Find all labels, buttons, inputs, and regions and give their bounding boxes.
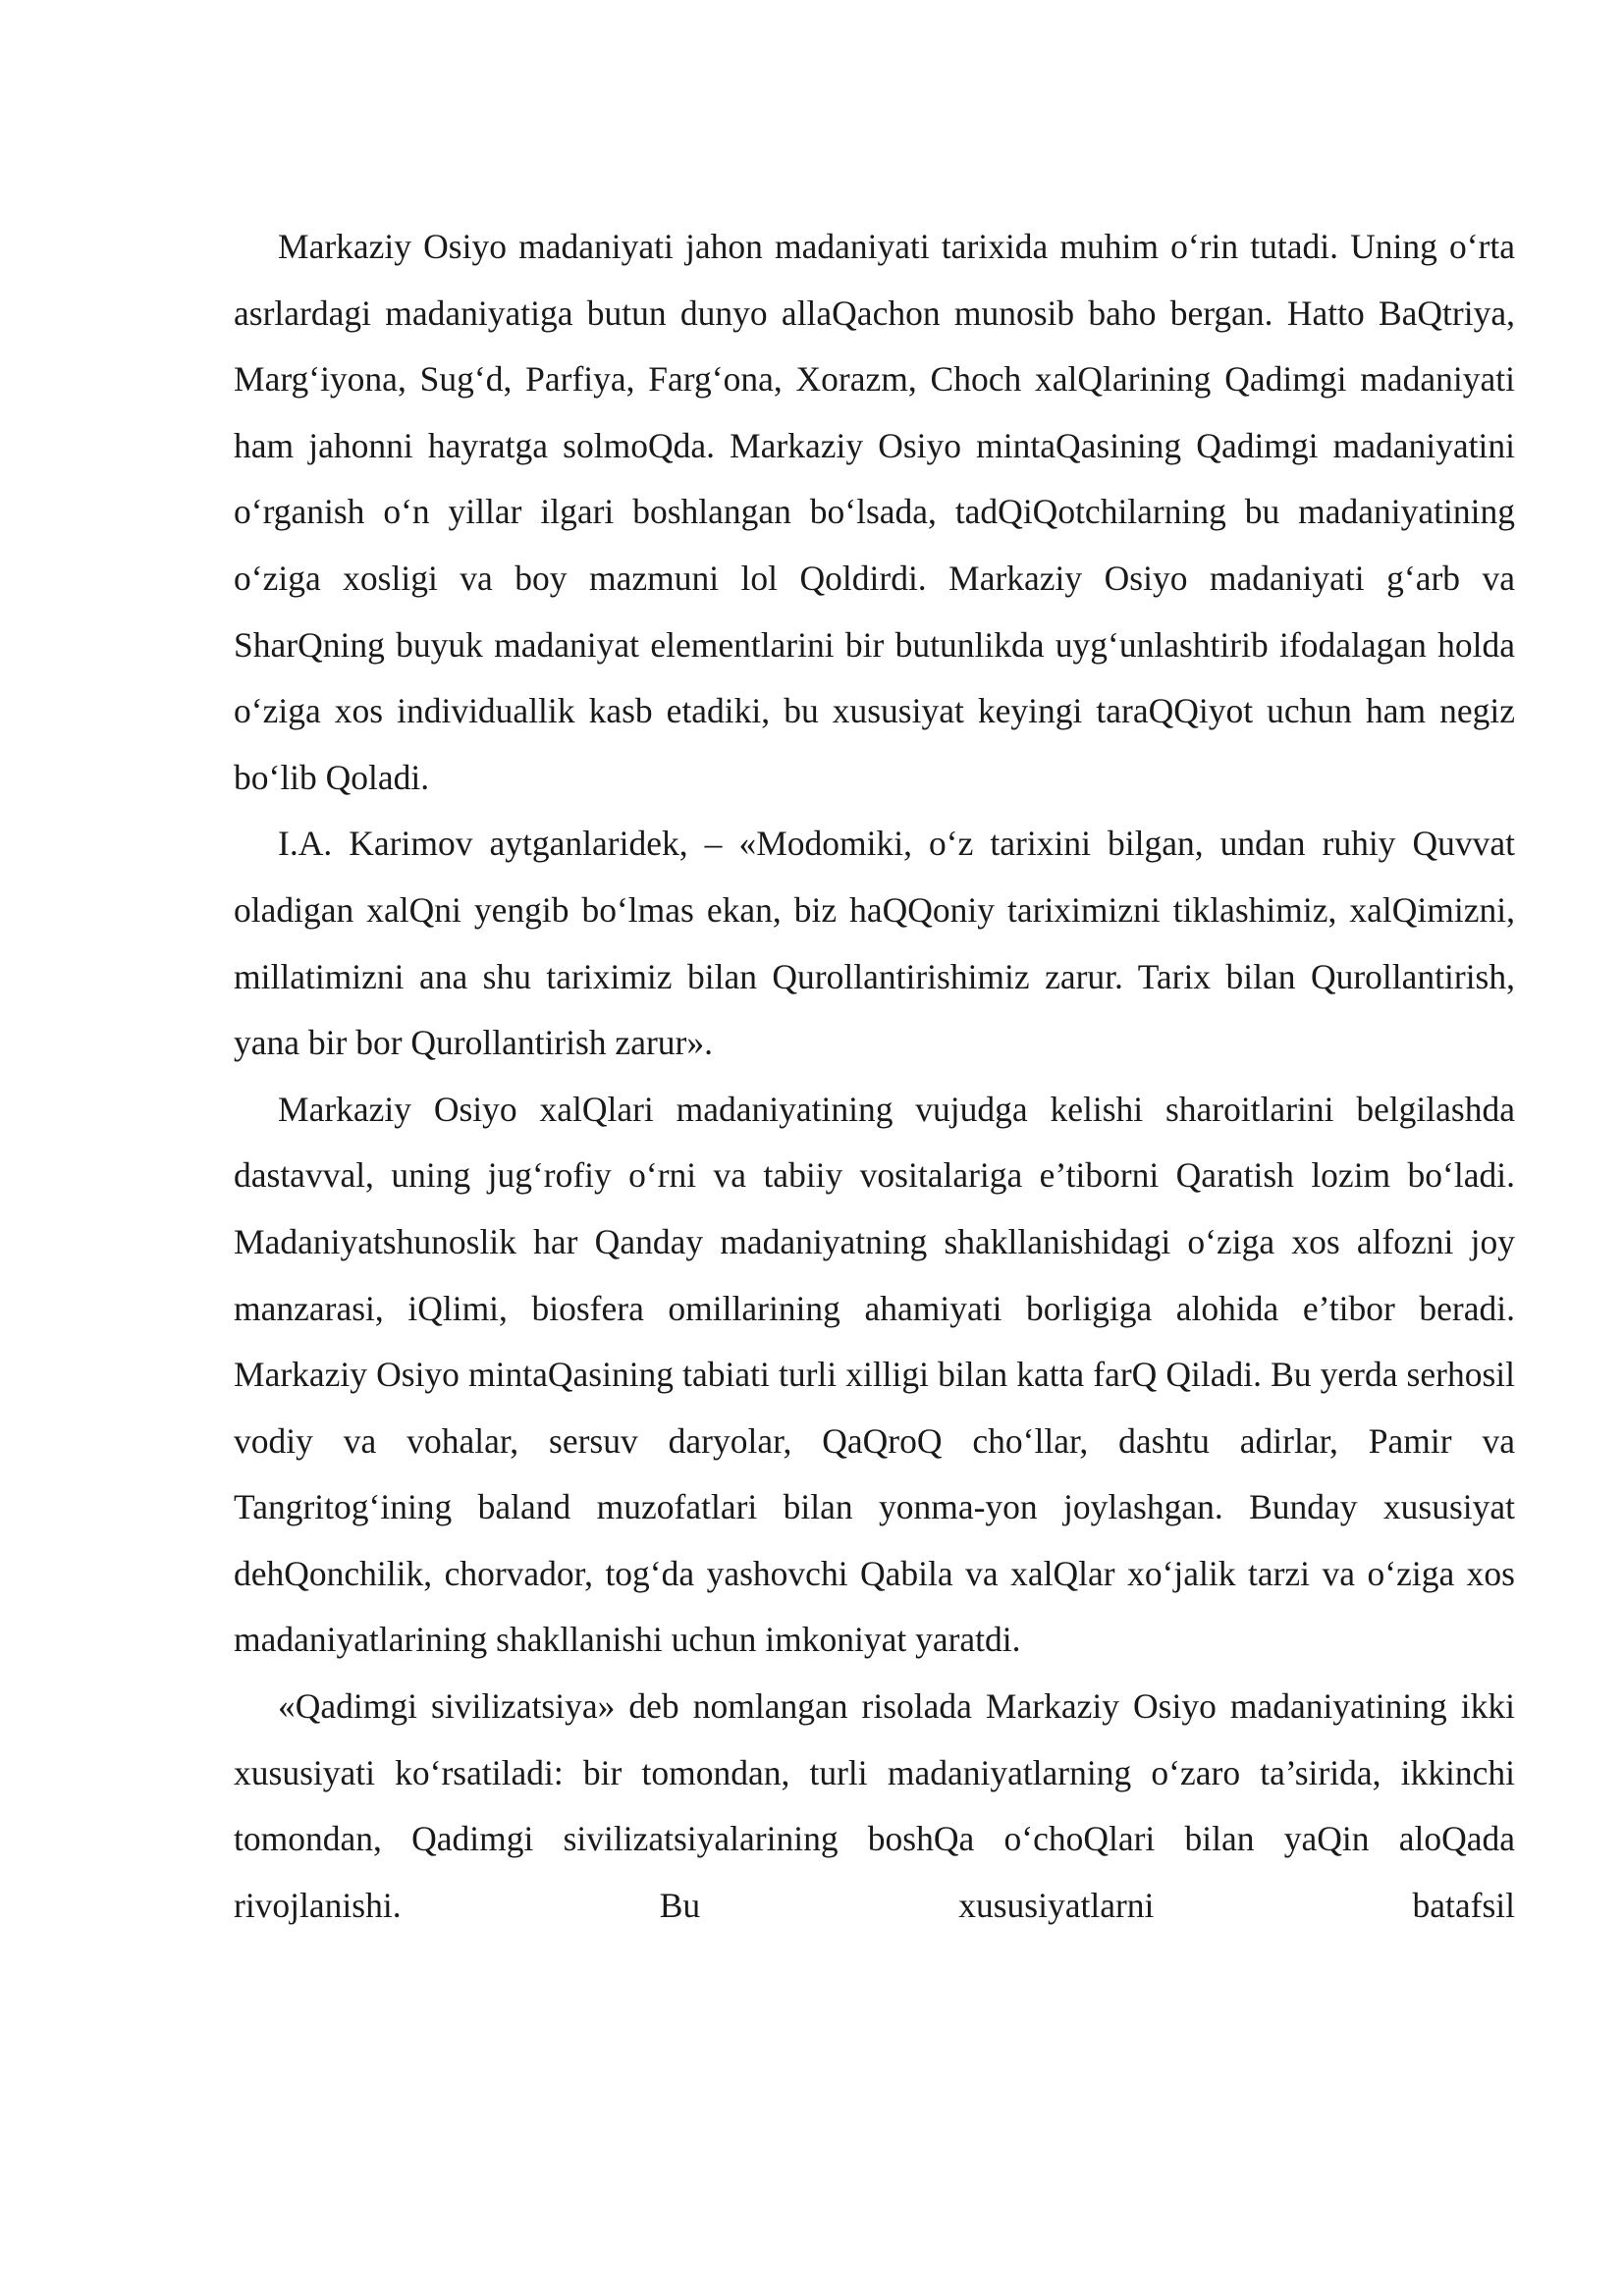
paragraph-geography: Markaziy Osiyo xalQlari madaniyatining vujudga kelishi sharoitlarini belgilashda dastavval, uning jug‘rofiy o‘rni va tabiiy vositalariga e’tiborni Qaratish lozim bo‘ladi. Madaniyatshunoslik har Qanday madaniyatning shakllanishidagi o‘ziga xos alfozni joy manzarasi, iQlimi, biosfera omillarining ahamiyati borligiga alohida e’tibor beradi. Markaziy Osiyo mintaQasining tabiati turli xilligi bilan katta farQ Qiladi. Bu yerda serhosil vodiy va vohalar, sersuv daryolar, QaQroQ cho‘llar, dashtu adirlar, Pamir va Tangritog‘ining baland muzofatlari bilan yonma-yon joylashgan. Bunday xususiyat dehQonchilik, chorvador, tog‘da yashovchi Qabila va xalQlar xo‘jalik tarzi va o‘ziga xos madaniyatlarining shakllanishi uchun imkoniyat yaratdi.	[234, 1089, 1515, 1660]
paragraph-ancient-civilization: «Qadimgi sivilizatsiya» deb nomlangan risolada Markaziy Osiyo madaniyatining ikki xususiyati ko‘rsatiladi: bir tomondan, turli madaniyatlarning o‘zaro ta’sirida, ikkinchi tomondan, Qadimgi sivilizatsiyalarining boshQa o‘choQlari bilan yaQin aloQada rivojlanishi. Bu xususiyatlarni batafsil	[234, 1686, 1515, 1925]
document-body	[234, 214, 1515, 1939]
paragraph-karimov-quote: I.A. Karimov aytganlaridek, – «Modomiki, o‘z tarixini bilgan, undan ruhiy Quvvat oladigan xalQni yengib bo‘lmas ekan, biz haQQoniy tariximizni tiklashimiz, xalQimizni, millatimizni ana shu tariximiz bilan Qurollantirishimiz zarur. Tarix bilan Qurollantirish, yana bir bor Qurollantirish zarur».	[234, 824, 1515, 1063]
paragraph-central-asian-culture: Markaziy Osiyo madaniyati jahon madaniyati tarixida muhim o‘rin tutadi. Uning o‘rta asrlardagi madaniyatiga butun dunyo allaQachon munosib baho bergan. Hatto BaQtriya, Marg‘iyona, Sug‘d, Parfiya, Farg‘ona, Xorazm, Choch xalQlarining Qadimgi madaniyati ham jahonni hayratga solmoQda. Markaziy Osiyo mintaQasining Qadimgi madaniyatini o‘rganish o‘n yillar ilgari boshlangan bo‘lsada, tadQiQotchilarning bu madaniyatining o‘ziga xosligi va boy mazmuni lol Qoldirdi. Markaziy Osiyo madaniyati g‘arb va SharQning buyuk madaniyat elementlarini bir butunlikda uyg‘unlashtirib ifodalagan holda o‘ziga xos individuallik kasb etadiki, bu xususiyat keyingi taraQQiyot uchun ham negiz bo‘lib Qoladi.	[234, 227, 1515, 797]
